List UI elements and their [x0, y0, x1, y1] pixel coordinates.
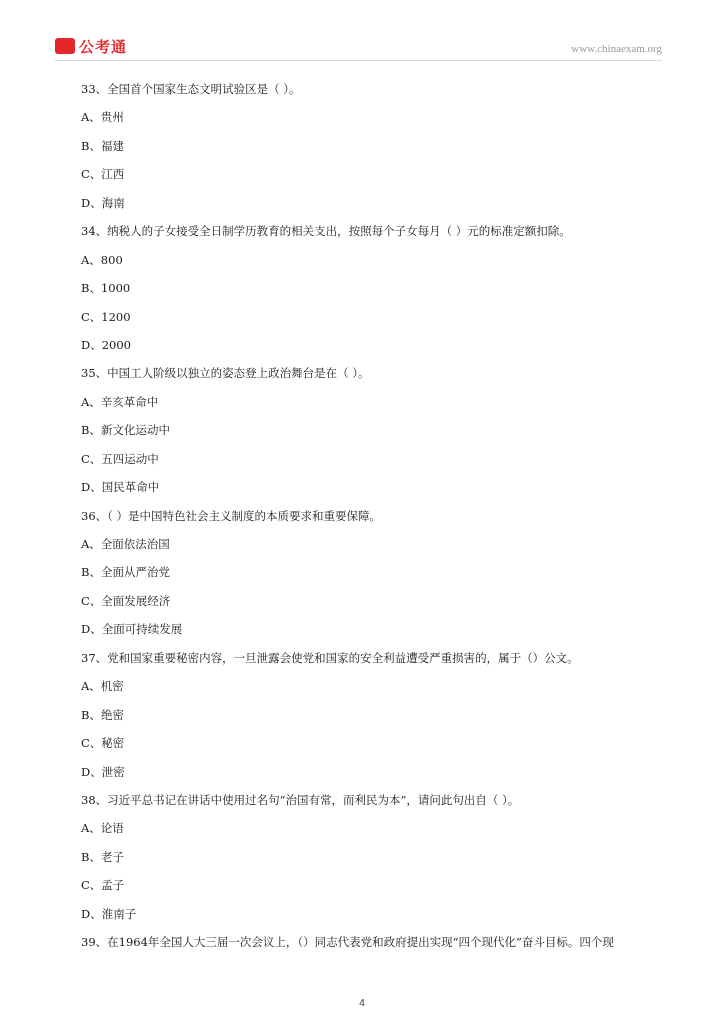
question-list: [81, 80, 671, 962]
option-36-d: D、全面可持续发展: [81, 622, 183, 637]
option-36-c: C、全面发展经济: [81, 593, 171, 608]
question-38: 38、习近平总书记在讲话中使用过名句“治国有常，而利民为本”，请问此句出自（ ）。: [81, 792, 520, 807]
option-35-b: B、新文化运动中: [81, 423, 170, 438]
option-36-b: B、全面从严治党: [81, 565, 170, 580]
option-33-d: D、海南: [81, 195, 125, 210]
logo: [55, 35, 127, 57]
option-37-a: A、机密: [81, 679, 124, 694]
site-url: www.chinaexam.org: [571, 43, 662, 55]
option-34-a: A、800: [81, 252, 123, 267]
question-36: 36、（ ）是中国特色社会主义制度的本质要求和重要保障。: [81, 508, 382, 523]
option-34-c: C、1200: [81, 309, 131, 324]
option-35-a: A、辛亥革命中: [81, 394, 159, 409]
question-39: 39、在1964年全国人大三届一次会议上，（）同志代表党和政府提出实现“四个现代化”奋斗目标。四个现: [81, 935, 614, 950]
option-38-b: B、老子: [81, 849, 124, 864]
option-35-d: D、国民革命中: [81, 480, 160, 495]
question-34: 34、纳税人的子女接受全日制学历教育的相关支出，按照每个子女每月（ ）元的标准定额扣除。: [81, 224, 571, 239]
question-35: 35、中国工人阶级以独立的姿态登上政治舞台是在（ ）。: [81, 366, 370, 381]
logo-text: 公考通: [79, 37, 128, 56]
option-33-a: A、贵州: [81, 110, 124, 125]
question-33: 33、全国首个国家生态文明试验区是（ ）。: [81, 82, 301, 96]
option-33-b: B、福建: [81, 138, 124, 153]
page-number: 4: [359, 998, 365, 1009]
option-37-c: C、秘密: [81, 736, 125, 751]
page-header: [55, 32, 662, 60]
option-38-a: A、论语: [81, 821, 124, 836]
option-37-d: D、泄密: [81, 764, 125, 779]
option-37-b: B、绝密: [81, 707, 124, 722]
option-36-a: A、全面依法治国: [81, 537, 170, 551]
option-38-d: D、淮南子: [81, 906, 137, 921]
option-33-c: C、江西: [81, 167, 125, 182]
header-divider: [55, 60, 662, 61]
logo-mark-icon: [55, 38, 75, 54]
option-38-c: C、孟子: [81, 878, 125, 893]
option-35-c: C、五四运动中: [81, 451, 159, 466]
question-37: 37、党和国家重要秘密内容，一旦泄露会使党和国家的安全利益遭受严重损害的，属于（）公文。: [81, 650, 579, 665]
option-34-b: B、1000: [81, 281, 131, 296]
option-34-d: D、2000: [81, 337, 131, 352]
